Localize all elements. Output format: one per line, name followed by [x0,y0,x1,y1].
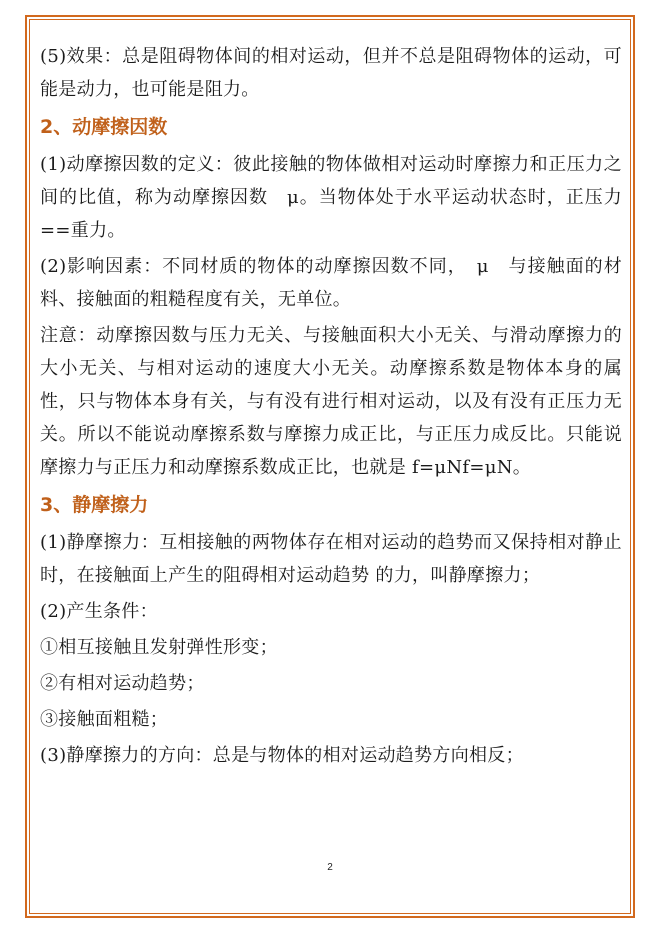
effect-paragraph: (5)效果：总是阻碍物体间的相对运动，但并不总是阻碍物体的运动，可能是动力，也可能是阻力。 [40,46,622,100]
condition-1: ①相互接触且发射弹性形变； [40,637,278,658]
section-heading-static-friction: 3、静摩擦力 [40,494,149,516]
direction-paragraph: (3)静摩擦力的方向：总是与物体的相对运动趋势方向相反； [40,745,524,766]
section-heading-kinetic-friction-coefficient: 2、动摩擦因数 [40,116,168,138]
page-number: 2 [327,862,333,873]
condition-2: ②有相对运动趋势； [40,673,205,694]
condition-3: ③接触面粗糙； [40,709,169,730]
definition-paragraph: (1)动摩擦因数的定义：彼此接触的物体做相对运动时摩擦力和正压力之间的比值，称为动摩擦因数 μ。当物体处于水平运动状态时，正压力==重力。 [40,154,622,241]
static-definition-paragraph: (1)静摩擦力：互相接触的两物体存在相对运动的趋势而又保持相对静止时，在接触面上产生的阻碍相对运动趋势 的力，叫静摩擦力； [40,532,622,586]
note-paragraph: 注意：动摩擦因数与压力无关、与接触面积大小无关、与滑动摩擦力的大小无关、与相对运动的速度大小无关。动摩擦系数是物体本身的属性，只与物体本身有关，与有没有进行相对运动，以及有没有正压力无关。所以不能说动摩擦系数与摩擦力成正比，与正压力成反比。只能说摩擦力与正压力和动摩擦系数成正比，也就是 f=μNf=μN。 [40,325,622,478]
conditions-paragraph: (2)产生条件： [40,601,158,622]
document-body [40,40,622,775]
factors-paragraph: (2)影响因素：不同材质的物体的动摩擦因数不同， μ 与接触面的材料、接触面的粗糙程度有关，无单位。 [40,256,622,310]
